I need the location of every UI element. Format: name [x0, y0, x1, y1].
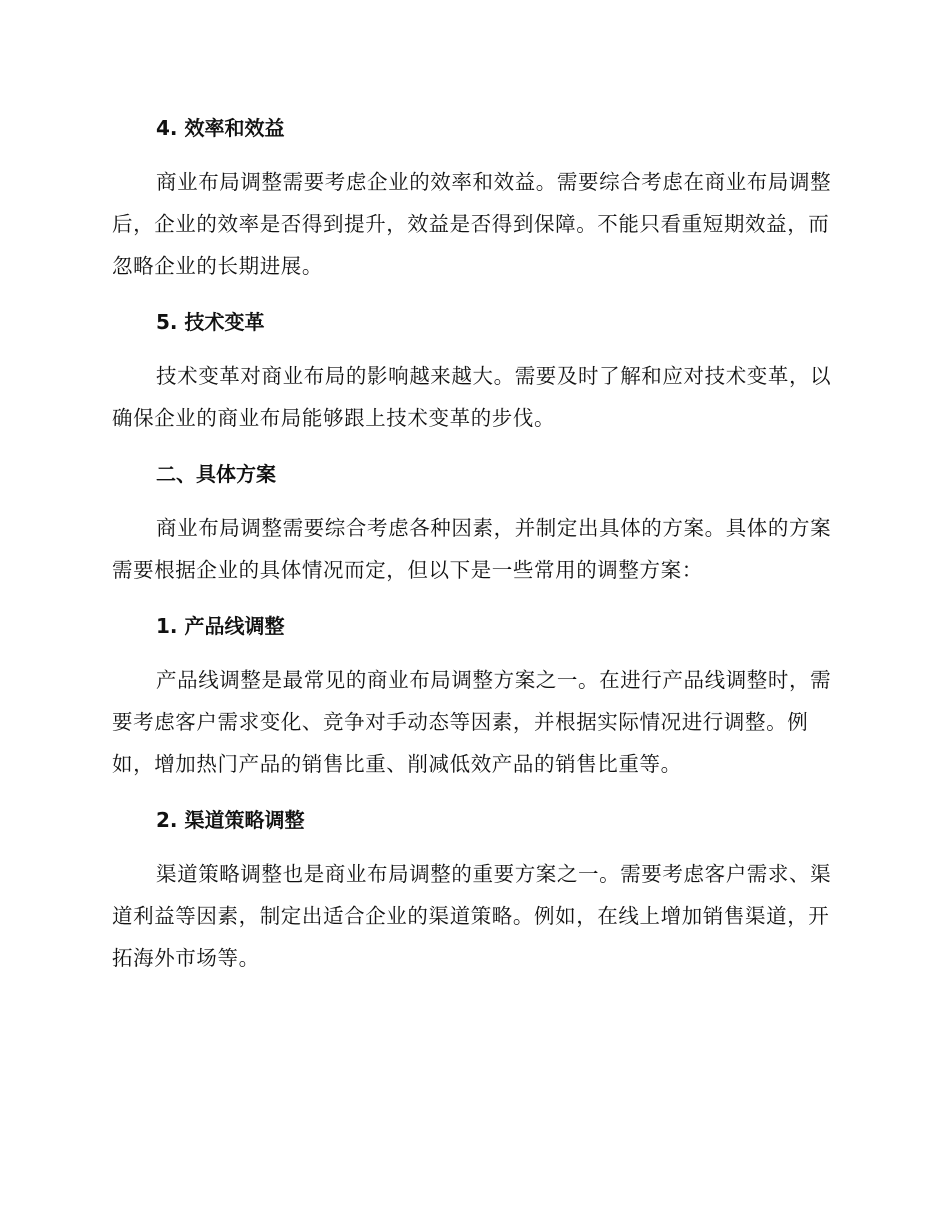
- section-heading-channel-strategy: 2. 渠道策略调整: [156, 808, 305, 832]
- section-heading-product-line: 1. 产品线调整: [156, 614, 285, 638]
- paragraph-specific-plans: 商业布局调整需要综合考虑各种因素，并制定出具体的方案。具体的方案需要根据企业的具体情况而定，但以下是一些常用的调整方案：: [112, 516, 832, 582]
- section-heading-efficiency: 4. 效率和效益: [156, 116, 285, 140]
- paragraph-channel-strategy: 渠道策略调整也是商业布局调整的重要方案之一。需要考虑客户需求、渠道利益等因素，制定出适合企业的渠道策略。例如，在线上增加销售渠道，开拓海外市场等。: [112, 862, 832, 970]
- paragraph-efficiency: 商业布局调整需要考虑企业的效率和效益。需要综合考虑在商业布局调整后，企业的效率是否得到提升，效益是否得到保障。不能只看重短期效益，而忽略企业的长期进展。: [112, 170, 832, 278]
- section-heading-tech-change: 5. 技术变革: [156, 310, 265, 334]
- section-heading-specific-plans: 二、具体方案: [156, 462, 276, 486]
- paragraph-tech-change: 技术变革对商业布局的影响越来越大。需要及时了解和应对技术变革，以确保企业的商业布局能够跟上技术变革的步伐。: [112, 364, 832, 430]
- paragraph-product-line: 产品线调整是最常见的商业布局调整方案之一。在进行产品线调整时，需要考虑客户需求变化、竞争对手动态等因素，并根据实际情况进行调整。例如，增加热门产品的销售比重、削减低效产品的销售比重等。: [112, 668, 832, 776]
